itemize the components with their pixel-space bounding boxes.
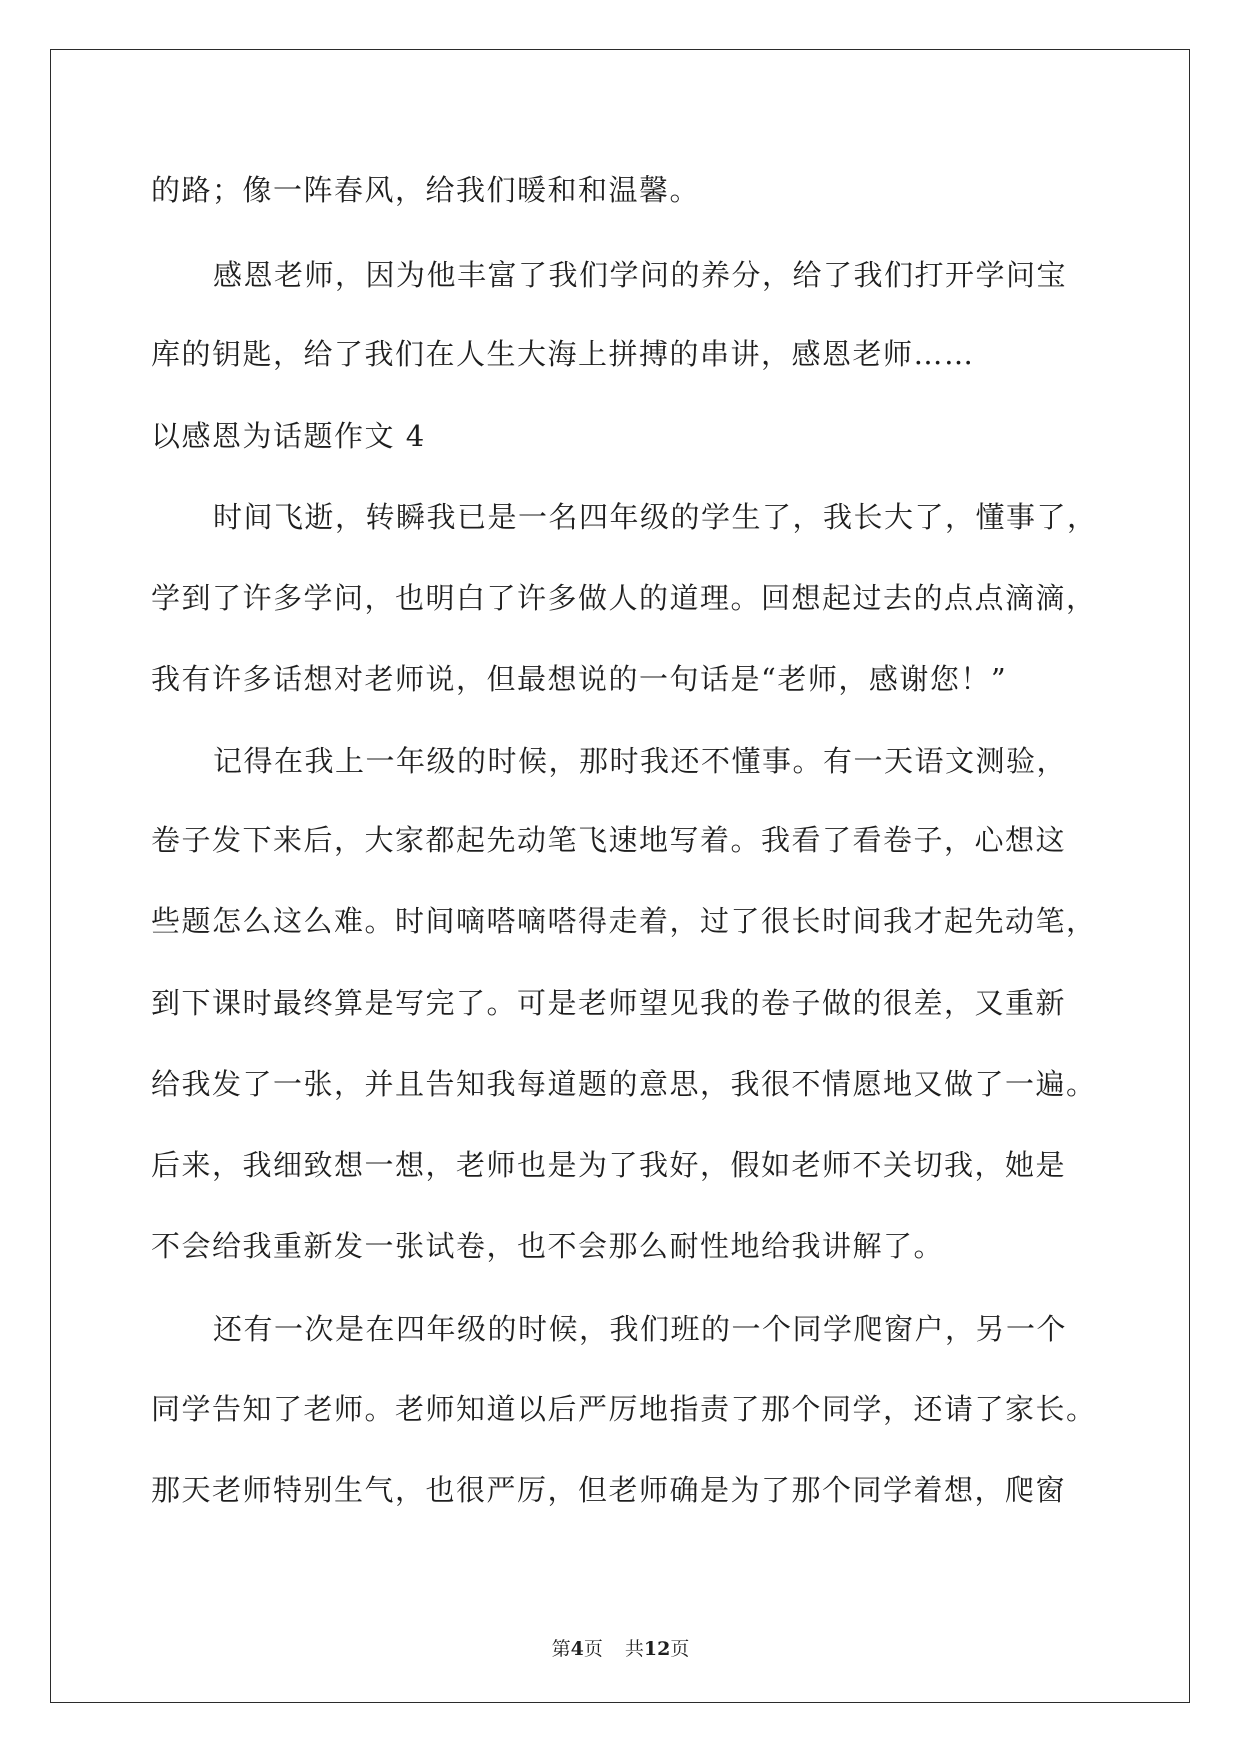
page-total: 12 bbox=[643, 1638, 671, 1660]
text-line: 给我发了一张，并且告知我每道题的意思，我很不情愿地又做了一遍。 bbox=[151, 1067, 1097, 1101]
text-line: 我有许多话想对老师说，但最想说的一句话是“老师，感谢您！” bbox=[151, 662, 1008, 696]
text-line: 些题怎么这么难。时间嘀嗒嘀嗒得走着，过了很长时间我才起先动笔， bbox=[151, 904, 1097, 938]
paragraph-start-line: 还有一次是在四年级的时候，我们班的一个同学爬窗户，另一个 bbox=[213, 1312, 1068, 1346]
page-border bbox=[50, 49, 1190, 1703]
text-line: 那天老师特别生气，也很严厉，但老师确是为了那个同学着想，爬窗 bbox=[151, 1473, 1067, 1507]
page-suffix: 页 bbox=[583, 1638, 603, 1660]
section-heading: 以感恩为话题作文 4 bbox=[151, 419, 426, 453]
text-line: 的路；像一阵春风，给我们暖和和温馨。 bbox=[151, 173, 701, 207]
text-line: 不会给我重新发一张试卷，也不会那么耐性地给我讲解了。 bbox=[151, 1229, 945, 1263]
page-footer bbox=[0, 1634, 1241, 1661]
page-number: 4 bbox=[570, 1638, 584, 1660]
paragraph-start-line: 记得在我上一年级的时候，那时我还不懂事。有一天语文测验， bbox=[213, 744, 1068, 778]
text-line: 后来，我细致想一想，老师也是为了我好，假如老师不关切我，她是 bbox=[151, 1148, 1067, 1182]
text-line: 同学告知了老师。老师知道以后严厉地指责了那个同学，还请了家长。 bbox=[151, 1392, 1097, 1426]
paragraph-start-line: 感恩老师，因为他丰富了我们学问的养分，给了我们打开学问宝 bbox=[213, 258, 1068, 292]
total-suffix: 页 bbox=[670, 1638, 690, 1660]
text-line: 库的钥匙，给了我们在人生大海上拼搏的串讲，感恩老师…… bbox=[151, 337, 975, 371]
text-line: 到下课时最终算是写完了。可是老师望见我的卷子做的很差，又重新 bbox=[151, 986, 1067, 1020]
page-prefix: 第 bbox=[551, 1638, 571, 1660]
text-line: 学到了许多学问，也明白了许多做人的道理。回想起过去的点点滴滴， bbox=[151, 581, 1097, 615]
paragraph-start-line: 时间飞逝，转瞬我已是一名四年级的学生了，我长大了，懂事了， bbox=[213, 500, 1098, 534]
text-line: 卷子发下来后，大家都起先动笔飞速地写着。我看了看卷子，心想这 bbox=[151, 823, 1067, 857]
total-prefix: 共 bbox=[624, 1638, 644, 1660]
